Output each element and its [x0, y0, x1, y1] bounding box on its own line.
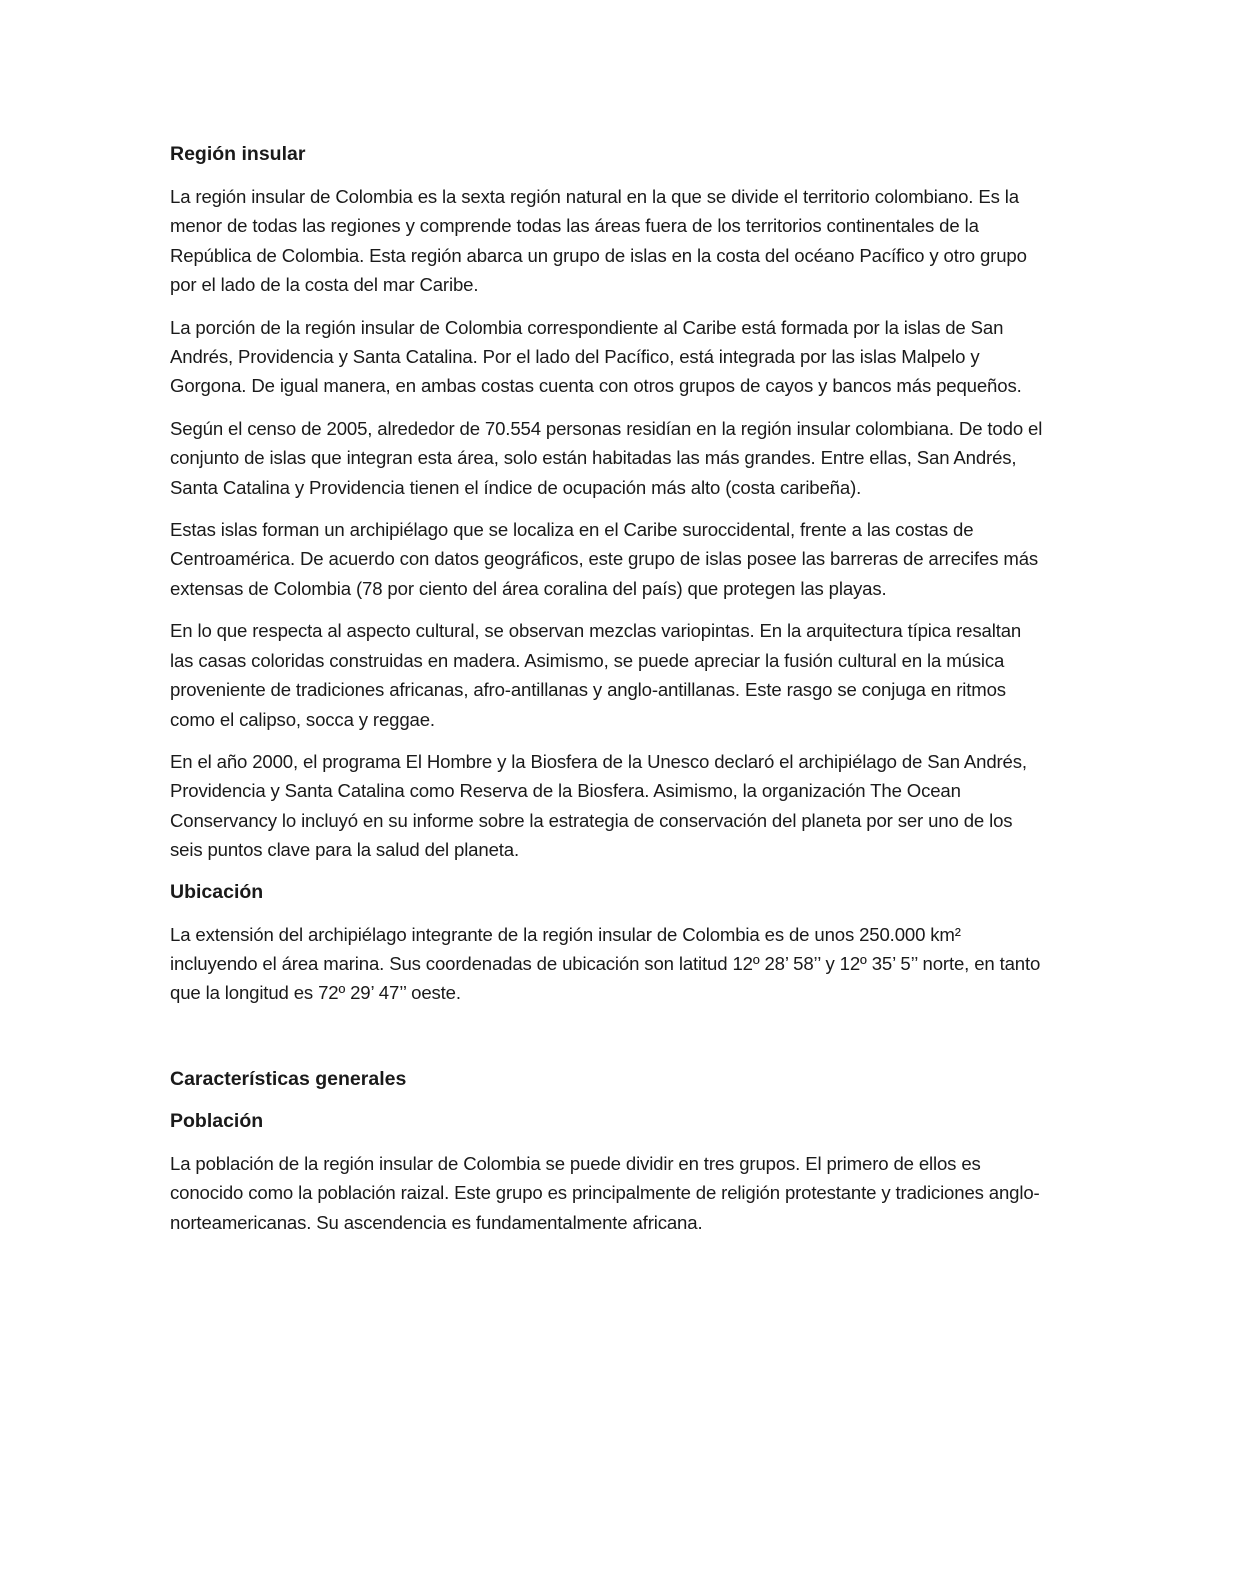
- spacer: [170, 1021, 1048, 1065]
- paragraph: La extensión del archipiélago integrante de la región insular de Colombia es de unos 250.000 km² incluyendo el área marina. Sus coordenadas de ubicación son latitud 12º 28’ 58’’ y 12º 35’ 5’’ norte, en tanto que la longitud es 72º 29’ 47’’ oeste.: [170, 923, 1041, 1004]
- section-heading-caracteristicas-generales: Características generales: [170, 1067, 407, 1090]
- section-heading-ubicacion: Ubicación: [170, 880, 264, 903]
- paragraph: En el año 2000, el programa El Hombre y la Biosfera de la Unesco declaró el archipiélago de San Andrés, Providencia y Santa Catalina como Reserva de la Biosfera. Asimismo, la organización The Ocean Conservancy lo incluyó en su informe sobre la estrategia de conservación del planeta por ser uno de los seis puntos clave para la salud del planeta.: [170, 750, 1027, 861]
- paragraph: La población de la región insular de Colombia se puede dividir en tres grupos. El primero de ellos es conocido como la población raizal. Este grupo es principalmente de religión protestante y tradiciones anglo-norteamericanas. Su ascendencia es fundamentalmente africana.: [170, 1152, 1040, 1233]
- paragraph: La porción de la región insular de Colombia correspondiente al Caribe está formada por la islas de San Andrés, Providencia y Santa Catalina. Por el lado del Pacífico, está integrada por las islas Malpelo y Gorgona. De igual manera, en ambas costas cuenta con otros grupos de cayos y bancos más pequeños.: [170, 316, 1022, 397]
- section-heading-poblacion: Población: [170, 1109, 264, 1132]
- paragraph: En lo que respecta al aspecto cultural, se observan mezclas variopintas. En la arquitectura típica resaltan las casas coloridas construidas en madera. Asimismo, se puede apreciar la fusión cultural en la música proveniente de tradiciones africanas, afro-antillanas y anglo-antillanas. Este rasgo se conjuga en ritmos como el calipso, socca y reggae.: [170, 620, 1022, 730]
- section-heading-region-insular: Región insular: [170, 143, 306, 165]
- paragraph: Estas islas forman un archipiélago que se localiza en el Caribe suroccidental, frente a las costas de Centroamérica. De acuerdo con datos geográficos, este grupo de islas posee las barreras de arrecifes más extensas de Colombia (78 por ciento del área coralina del país) que protegen las playas.: [170, 519, 1039, 599]
- paragraph: La región insular de Colombia es la sexta región natural en la que se divide el territorio colombiano. Es la menor de todas las regiones y comprende todas las áreas fuera de los territorios continentales de la República de Colombia. Esta región abarca un grupo de islas en la costa del océano Pacífico y otro grupo por el lado de la costa del mar Caribe.: [170, 186, 1027, 296]
- document-page: [170, 140, 1048, 1250]
- paragraph: Según el censo de 2005, alrededor de 70.554 personas residían en la región insular colombiana. De todo el conjunto de islas que integran esta área, solo están habitadas las más grandes. Entre ellas, San Andrés, Santa Catalina y Providencia tienen el índice de ocupación más alto (costa caribeña).: [170, 417, 1043, 498]
